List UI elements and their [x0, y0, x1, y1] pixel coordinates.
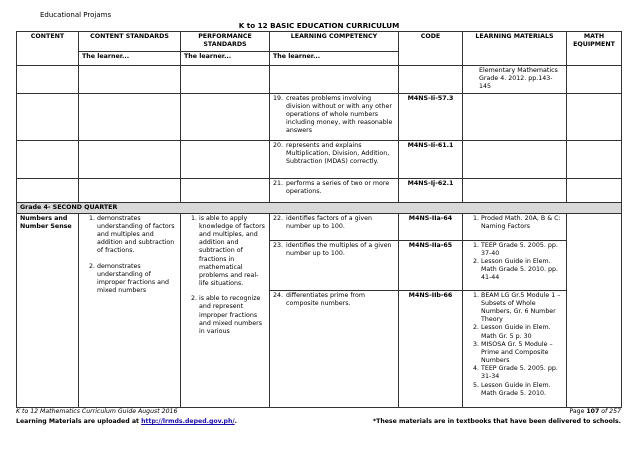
table-row [17, 66, 622, 94]
material-cell: 1. TEEP Grade 5. 2005. pp. 37-40 2. Lesson Guide in Elem. Math Grade 5. 2010. pp. 41-44 [463, 240, 567, 290]
code-cell: M4NS-IIa-65 [399, 240, 463, 290]
content-cell: Numbers and Number Sense [17, 213, 79, 407]
content-standards-cell: 1. demonstrates understanding of factors and multiples and addition and subtraction of fractions. 2. demonstrates understanding of improper fractions and mixed numbers [79, 213, 181, 407]
learner-label: The learner... [270, 52, 399, 66]
page-number: Page 107 of 257 [569, 408, 621, 415]
performance-standards-cell: 1. is able to apply knowledge of factors and multiples, and addition and subtraction of fractions in mathematical problems and real-life situations. 2. is able to recognize and represent improper fractions and mixed numbers in various [181, 213, 270, 407]
col-header-math-equipment: MATH EQUIPMENT [567, 32, 622, 66]
competency-cell: 22. identifies factors of a given number up to 100. [270, 213, 399, 240]
learner-label: The learner... [181, 52, 270, 66]
footer-note: *These materials are in textbooks that have been delivered to schools. [372, 418, 621, 425]
competency-cell: 21. performs a series of two or more operations. [270, 178, 399, 202]
footer-top [16, 408, 621, 415]
competency-cell: 19. creates problems involving division without or with any other operations of whole numbers including money, with reasonable answers [270, 93, 399, 140]
competency-cell: 20. represents and explains Multiplication, Division, Addition, Subtraction (MDAS) correctly. [270, 140, 399, 178]
footer-guide: K to 12 Mathematics Curriculum Guide August 2016 [16, 408, 178, 415]
col-header-content-standards: CONTENT STANDARDS [79, 32, 181, 52]
code-cell: M4NS-IIa-64 [399, 213, 463, 240]
table-row [17, 140, 622, 178]
code-cell: M4NS-Ij-62.1 [399, 178, 463, 202]
code-cell: M4NS-IIb-66 [399, 290, 463, 407]
curriculum-table [16, 31, 622, 408]
table-row [17, 178, 622, 202]
competency-cell: 23. identifies the multiples of a given number up to 100. [270, 240, 399, 290]
table-row [17, 93, 622, 140]
footer-uploaded-text: Learning Materials are uploaded at [16, 418, 139, 425]
col-header-performance-standards: PERFORMANCE STANDARDS [181, 32, 270, 52]
watermark-label: Educational Projams [40, 11, 112, 19]
page-title: K to 12 BASIC EDUCATION CURRICULUM [238, 21, 400, 30]
learner-label: The learner... [79, 52, 181, 66]
competency-cell: 24. differentiates prime from composite numbers. [270, 290, 399, 407]
lrmds-link[interactable]: http://lrmds.deped.gov.ph/ [141, 418, 235, 425]
footer-bottom: Learning Materials are uploaded at http://lrmds.deped.gov.ph/. *These materials are in textbooks that have been delivered to schools. [16, 418, 621, 425]
quarter-band: Grade 4- SECOND QUARTER [17, 202, 622, 213]
col-header-learning-competency: LEARNING COMPETENCY [270, 32, 399, 52]
table-row [17, 213, 622, 240]
material-cell: Elementary Mathematics Grade 4. 2012. pp.143-145 [463, 66, 567, 94]
col-header-learning-materials: LEARNING MATERIALS [463, 32, 567, 66]
material-cell: 1. BEAM LG Gr.5 Module 1 – Subsets of Whole Numbers, Gr. 6 Number Theory 2. Lesson Guide in Elem. Math Gr. 5 p. 30 3. MISOSA Gr. 5 Module – Prime and Composite Numbers 4. TEEP Grade 5. 2005. pp. 31-34 5. Lesson Guide in Elem. Math Grade 5. 2010. [463, 290, 567, 407]
material-cell: 1. Proded Math. 20A, B & C: Naming Factors [463, 213, 567, 240]
col-header-content: CONTENT [17, 32, 79, 66]
code-cell: M4NS-Ii-57.3 [399, 93, 463, 140]
col-header-code: CODE [399, 32, 463, 66]
code-cell: M4NS-Ii-61.1 [399, 140, 463, 178]
